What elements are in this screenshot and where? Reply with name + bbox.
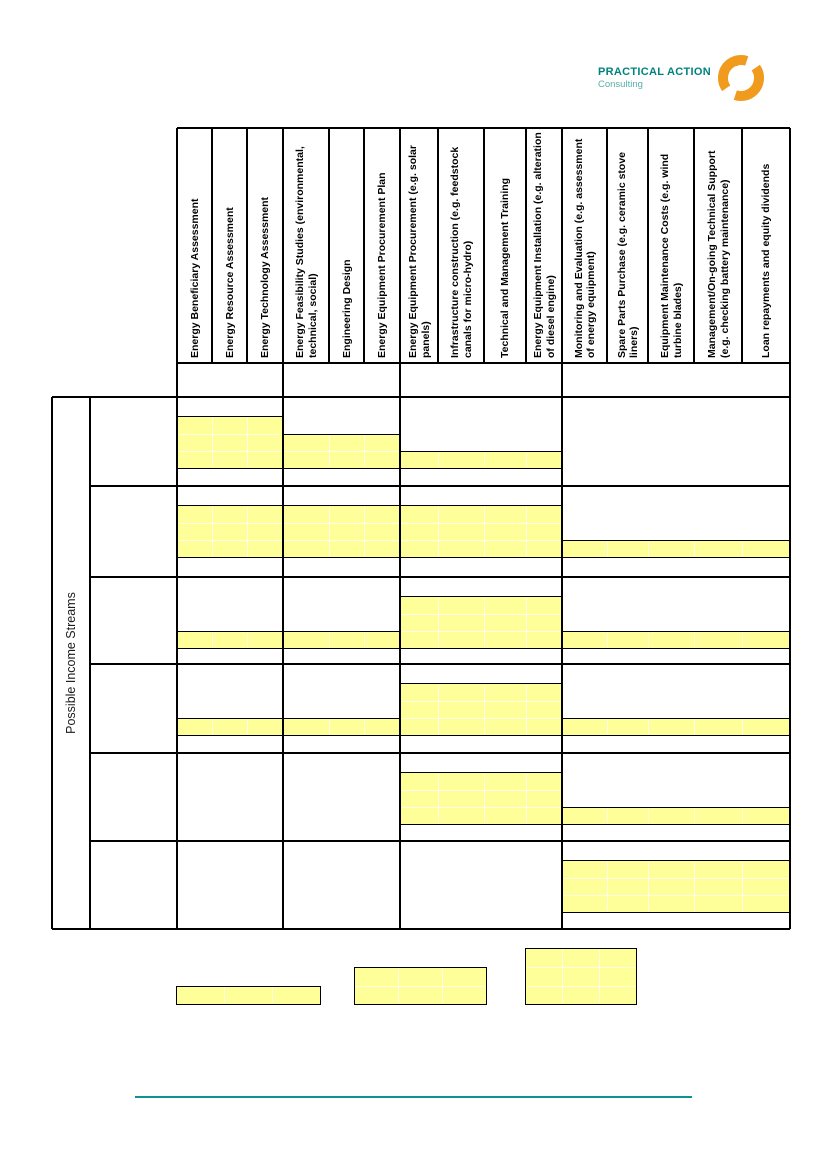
header-cell-border <box>282 128 284 363</box>
activity-bar-r4-3 <box>562 718 790 736</box>
column-header-5: Engineering Design <box>340 259 353 358</box>
column-header-10: Energy Equipment Installation (e.g. alteration of diesel engine) <box>531 132 556 358</box>
header-cell-border <box>246 128 248 363</box>
column-header-9: Technical and Management Training <box>498 177 511 358</box>
column-header-6: Energy Equipment Procurement Plan <box>375 172 388 358</box>
bar-column-divider <box>364 436 365 467</box>
activity-bar-r6-1 <box>562 860 790 913</box>
bar-column-divider <box>212 418 213 467</box>
column-header-14: Management/On-going Technical Support (e.g. checking battery maintenance) <box>705 150 730 358</box>
row-divider <box>90 576 790 578</box>
group-line <box>282 363 284 397</box>
header-cell-border <box>363 128 365 363</box>
bar-column-divider <box>599 950 600 1003</box>
axis-column-right-border <box>89 397 91 929</box>
bar-strip-divider <box>179 523 560 524</box>
bar-column-divider <box>607 720 608 734</box>
column-header-4: Energy Feasibility Studies (environmental, technical, social) <box>293 146 318 358</box>
legend-box-3 <box>525 948 637 1005</box>
row-divider <box>90 752 790 754</box>
header-cell-border <box>176 128 178 363</box>
bar-column-divider <box>648 862 649 911</box>
bar-column-divider <box>329 720 330 734</box>
bar-column-divider <box>438 685 439 734</box>
bar-strip-divider <box>527 986 635 987</box>
bar-column-divider <box>742 633 743 647</box>
column-header-15: Loan repayments and equity dividends <box>759 163 772 358</box>
bar-column-divider <box>484 453 485 467</box>
bar-column-divider <box>648 542 649 556</box>
column-header-13: Equipment Maintenance Costs (e.g. wind turbine blades) <box>658 153 683 358</box>
header-cell-border <box>399 128 401 363</box>
bar-column-divider <box>247 720 248 734</box>
footer-rule <box>135 1096 692 1098</box>
group-line <box>399 397 401 929</box>
bar-column-divider <box>526 685 527 734</box>
income-streams-axis-label: Possible Income Streams <box>64 592 78 734</box>
activity-bar-r4-1 <box>177 718 400 736</box>
header-cell-border <box>483 128 485 363</box>
bar-strip-divider <box>356 986 485 987</box>
bar-column-divider <box>484 507 485 556</box>
header-cell-border <box>741 128 743 363</box>
column-header-2: Energy Resource Assessment <box>223 207 236 358</box>
header-cell-border <box>606 128 608 363</box>
bar-column-divider <box>224 988 225 1003</box>
group-line <box>561 397 563 929</box>
bar-column-divider <box>438 507 439 556</box>
bar-column-divider <box>562 950 563 1003</box>
bar-column-divider <box>438 598 439 647</box>
bar-column-divider <box>607 862 608 911</box>
bar-strip-divider <box>402 614 560 615</box>
row-divider <box>90 485 790 487</box>
bar-column-divider <box>607 809 608 823</box>
bar-column-divider <box>247 633 248 647</box>
bar-column-divider <box>526 598 527 647</box>
bar-column-divider <box>484 685 485 734</box>
bar-column-divider <box>526 453 527 467</box>
bar-column-divider <box>329 507 330 556</box>
bar-column-divider <box>742 542 743 556</box>
bar-column-divider <box>648 720 649 734</box>
bar-column-divider <box>329 633 330 647</box>
logo-sub-text: Consulting <box>598 79 643 90</box>
header-cell-border <box>561 128 563 363</box>
bar-column-divider <box>438 453 439 467</box>
header-cell-border <box>789 128 791 363</box>
legend-box-1 <box>176 986 321 1005</box>
bar-strip-divider <box>564 895 788 896</box>
group-line <box>561 363 563 397</box>
bar-strip-divider <box>564 878 788 879</box>
activity-bar-r5-2 <box>562 807 790 825</box>
bar-strip-divider <box>179 540 560 541</box>
bar-column-divider <box>329 436 330 467</box>
group-line <box>789 397 791 929</box>
activity-bar-r2-1 <box>177 505 562 558</box>
bar-column-divider <box>526 507 527 556</box>
bar-column-divider <box>364 720 365 734</box>
bar-strip-divider <box>179 434 281 435</box>
row-divider <box>90 663 790 665</box>
bar-column-divider <box>526 774 527 823</box>
bar-column-divider <box>247 418 248 467</box>
bar-column-divider <box>694 809 695 823</box>
header-cell-border <box>437 128 439 363</box>
bar-strip-divider <box>402 790 560 791</box>
bar-strip-divider <box>402 701 560 702</box>
header-cell-border <box>693 128 695 363</box>
header-cell-border <box>328 128 330 363</box>
activity-bar-r1-3 <box>400 451 562 469</box>
activity-bar-r5-1 <box>400 772 562 825</box>
bar-strip-divider <box>285 451 398 452</box>
bar-column-divider <box>607 542 608 556</box>
logo-brand-text: PRACTICAL ACTION <box>598 66 711 78</box>
bar-column-divider <box>742 720 743 734</box>
activity-bar-r4-2 <box>400 683 562 736</box>
bar-strip-divider <box>179 451 281 452</box>
group-line <box>282 397 284 929</box>
bar-column-divider <box>212 720 213 734</box>
body-bottom-border <box>52 928 790 930</box>
header-top-border <box>177 127 790 129</box>
column-header-11: Monitoring and Evaluation (e.g. assessment of energy equipment) <box>572 138 597 358</box>
activity-bar-r3-3 <box>562 631 790 649</box>
column-header-3: Energy Technology Assessment <box>258 196 271 358</box>
bar-strip-divider <box>402 631 560 632</box>
group-line <box>399 363 401 397</box>
group-line <box>789 363 791 397</box>
activity-bar-r2-2 <box>562 540 790 558</box>
bar-column-divider <box>364 507 365 556</box>
bar-strip-divider <box>402 718 560 719</box>
bar-column-divider <box>694 720 695 734</box>
body-top-border <box>52 396 790 398</box>
header-cell-border <box>647 128 649 363</box>
bar-column-divider <box>694 542 695 556</box>
bar-strip-divider <box>402 807 560 808</box>
bar-column-divider <box>438 774 439 823</box>
bar-column-divider <box>212 633 213 647</box>
group-line <box>176 397 178 929</box>
bar-column-divider <box>694 862 695 911</box>
bar-column-divider <box>742 809 743 823</box>
group-line <box>176 363 178 397</box>
activity-bar-r1-1 <box>177 416 283 469</box>
bar-column-divider <box>212 507 213 556</box>
bar-column-divider <box>484 598 485 647</box>
bar-column-divider <box>648 633 649 647</box>
bar-column-divider <box>607 633 608 647</box>
bar-column-divider <box>484 774 485 823</box>
bar-column-divider <box>272 988 273 1003</box>
bar-strip-divider <box>527 967 635 968</box>
column-header-1: Energy Beneficiary Assessment <box>188 198 201 358</box>
bar-column-divider <box>694 633 695 647</box>
bar-column-divider <box>742 862 743 911</box>
header-bottom-border <box>177 362 790 364</box>
column-header-7: Energy Equipment Procurement (e.g. solar panels) <box>406 145 431 358</box>
bar-column-divider <box>247 507 248 556</box>
activity-bar-r3-1 <box>177 631 400 649</box>
activity-bar-r1-2 <box>283 434 400 469</box>
activity-bar-r3-2 <box>400 596 562 649</box>
column-header-8: Infrastructure construction (e.g. feedstock canals for micro-hydro) <box>448 146 473 358</box>
header-cell-border <box>211 128 213 363</box>
bar-column-divider <box>364 633 365 647</box>
header-cell-border <box>525 128 527 363</box>
row-divider <box>90 840 790 842</box>
axis-column-left-border <box>51 397 53 929</box>
column-header-12: Spare Parts Purchase (e.g. ceramic stove liners) <box>615 151 640 358</box>
bar-column-divider <box>648 809 649 823</box>
